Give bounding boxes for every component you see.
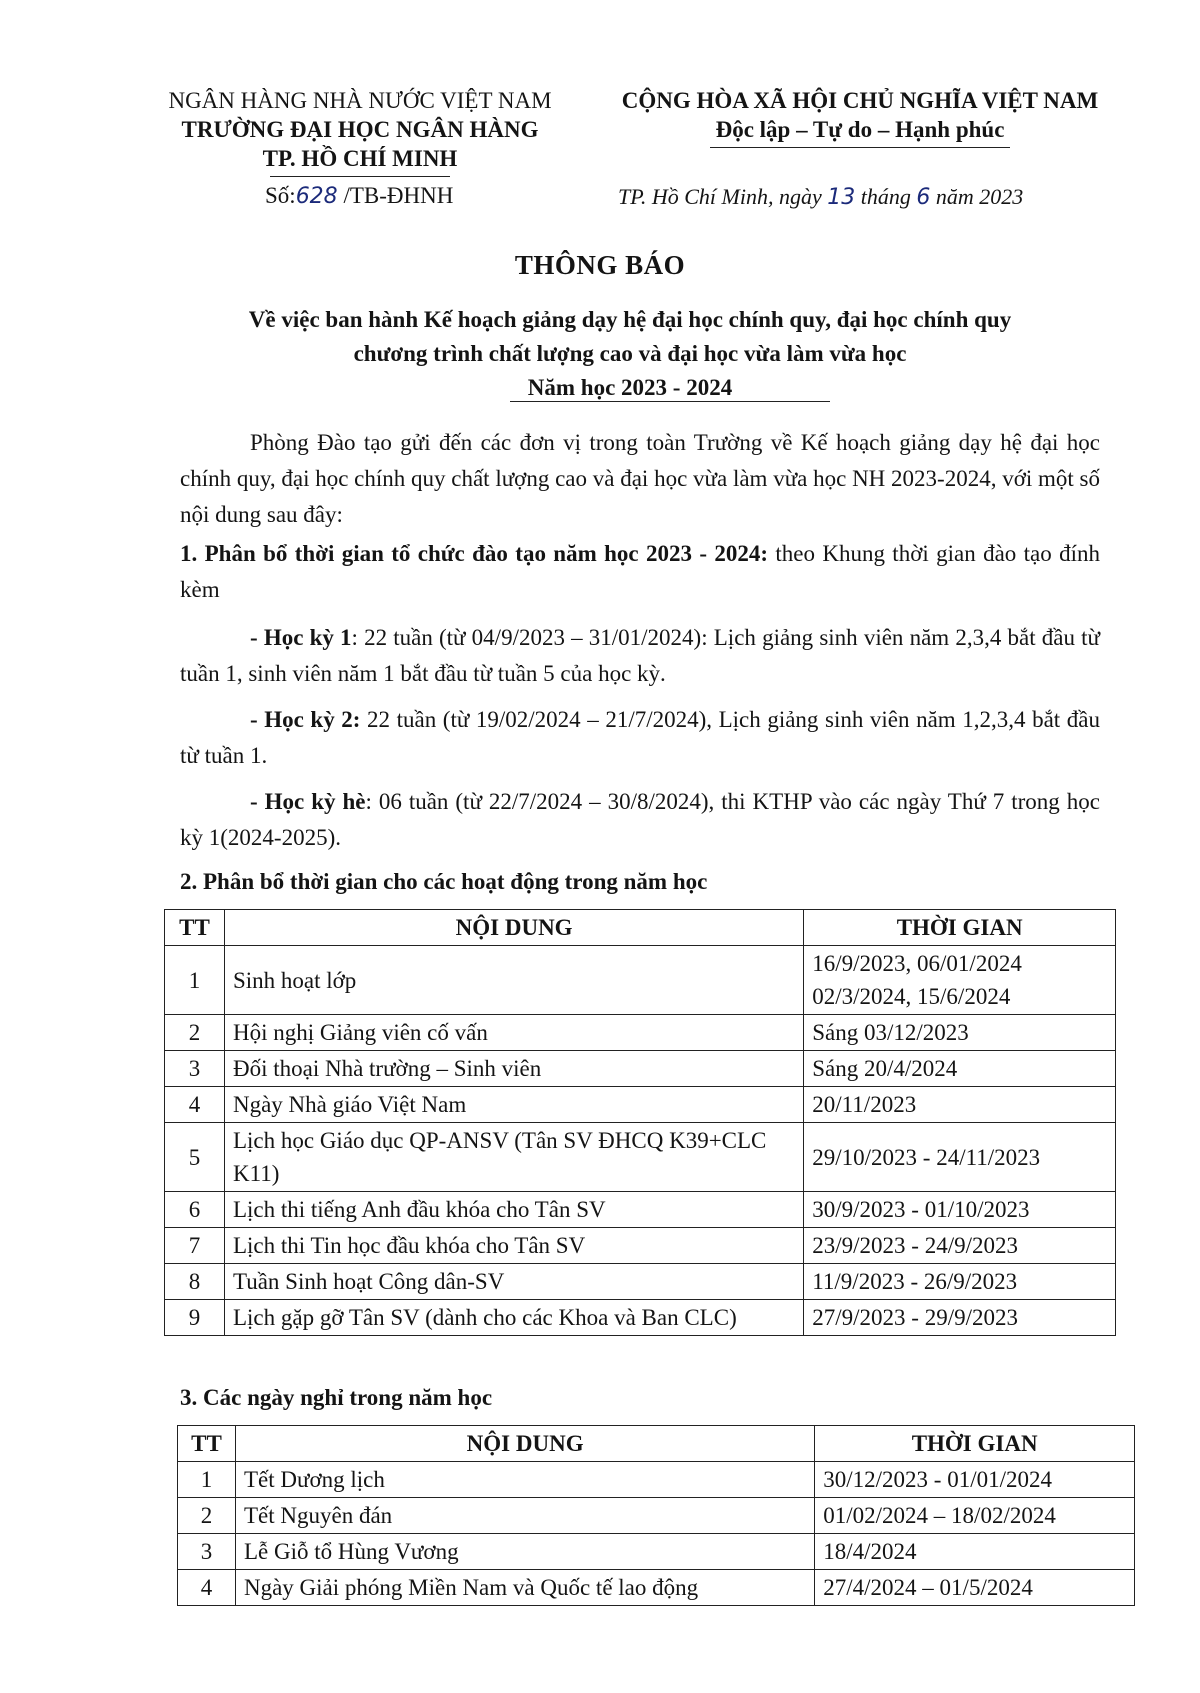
row-content: Lịch học Giáo dục QP-ANSV (Tân SV ĐHCQ K39+CLC K11) bbox=[224, 1123, 803, 1192]
doc-number-suffix: /TB-ĐHNH bbox=[337, 183, 454, 208]
holidays-header-row bbox=[178, 1426, 1135, 1462]
row-number: 4 bbox=[165, 1087, 225, 1123]
row-content: Sinh hoạt lớp bbox=[224, 946, 803, 1015]
summer-semester-text: : 06 tuần (từ 22/7/2024 – 30/8/2024), thi KTHP vào các ngày Thứ 7 trong học kỳ 1(2024-2025). bbox=[180, 789, 1100, 850]
document-subtitle bbox=[170, 303, 1090, 405]
col-header-content: NỘI DUNG bbox=[235, 1426, 814, 1462]
row-time: 16/9/2023, 06/01/2024 02/3/2024, 15/6/2024 bbox=[804, 946, 1116, 1015]
table-row bbox=[165, 1123, 1116, 1192]
row-content: Lịch gặp gỡ Tân SV (dành cho các Khoa và Ban CLC) bbox=[224, 1300, 803, 1336]
date-year: năm 2023 bbox=[930, 184, 1024, 209]
document-title: THÔNG BÁO bbox=[514, 250, 686, 280]
row-number: 2 bbox=[178, 1498, 236, 1534]
holidays-table bbox=[177, 1425, 1135, 1606]
col-header-time: THỜI GIAN bbox=[815, 1426, 1135, 1462]
row-number: 1 bbox=[178, 1462, 236, 1498]
row-number: 5 bbox=[165, 1123, 225, 1192]
table-row bbox=[165, 1192, 1116, 1228]
col-header-time: THỜI GIAN bbox=[804, 910, 1116, 946]
row-number: 8 bbox=[165, 1264, 225, 1300]
table-row bbox=[178, 1462, 1135, 1498]
date-month: 6 bbox=[916, 185, 931, 210]
row-content: Tết Dương lịch bbox=[235, 1462, 814, 1498]
issuer-line-1: NGÂN HÀNG NHÀ NƯỚC VIỆT NAM bbox=[168, 88, 552, 113]
date-place: TP. Hồ Chí Minh, ngày bbox=[618, 184, 828, 209]
date-line bbox=[618, 184, 1023, 210]
semester-2-label: - Học kỳ 2: bbox=[250, 707, 361, 732]
row-time: Sáng 20/4/2024 bbox=[804, 1051, 1116, 1087]
subtitle-line-1: Về việc ban hành Kế hoạch giảng dạy hệ đại học chính quy, đại học chính quy bbox=[248, 307, 1012, 332]
semester-2-paragraph bbox=[180, 702, 1100, 774]
motto-underline bbox=[710, 147, 1010, 148]
row-content: Lịch thi tiếng Anh đầu khóa cho Tân SV bbox=[224, 1192, 803, 1228]
table-row bbox=[178, 1498, 1135, 1534]
doc-number-prefix: Số: bbox=[265, 183, 296, 208]
row-time: 30/9/2023 - 01/10/2023 bbox=[804, 1192, 1116, 1228]
row-time: Sáng 03/12/2023 bbox=[804, 1015, 1116, 1051]
table-row bbox=[165, 1087, 1116, 1123]
col-header-tt: TT bbox=[165, 910, 225, 946]
row-content: Ngày Giải phóng Miền Nam và Quốc tế lao động bbox=[235, 1570, 814, 1606]
table-row bbox=[165, 1300, 1116, 1336]
row-time: 27/4/2024 – 01/5/2024 bbox=[815, 1570, 1135, 1606]
national-line-1: CỘNG HÒA XÃ HỘI CHỦ NGHĨA VIỆT NAM bbox=[621, 88, 1099, 113]
row-time: 11/9/2023 - 26/9/2023 bbox=[804, 1264, 1116, 1300]
date-month-label: tháng bbox=[855, 184, 917, 209]
national-motto: Độc lập – Tự do – Hạnh phúc bbox=[715, 117, 1005, 142]
row-content: Lịch thi Tin học đầu khóa cho Tân SV bbox=[224, 1228, 803, 1264]
row-content: Đối thoại Nhà trường – Sinh viên bbox=[224, 1051, 803, 1087]
row-number: 4 bbox=[178, 1570, 236, 1606]
row-number: 7 bbox=[165, 1228, 225, 1264]
row-content: Lễ Giỗ tổ Hùng Vương bbox=[235, 1534, 814, 1570]
section-1-heading-rest: theo Khung thời gian đào tạo đính kèm bbox=[180, 541, 1100, 602]
issuer-underline bbox=[270, 176, 450, 177]
subtitle-line-2: chương trình chất lượng cao và đại học vừa làm vừa học bbox=[353, 341, 907, 366]
col-header-tt: TT bbox=[178, 1426, 236, 1462]
row-time: 23/9/2023 - 24/9/2023 bbox=[804, 1228, 1116, 1264]
semester-1-text: : 22 tuần (từ 04/9/2023 – 31/01/2024): Lịch giảng sinh viên năm 2,3,4 bắt đầu từ tuần 1, sinh viên năm 1 bắt đầu từ tuần 5 của học kỳ. bbox=[180, 625, 1100, 686]
issuer-line-2: TRƯỜNG ĐẠI HỌC NGÂN HÀNG bbox=[181, 117, 539, 142]
table-row bbox=[178, 1534, 1135, 1570]
semester-1-paragraph bbox=[180, 620, 1100, 692]
row-content: Tuần Sinh hoạt Công dân-SV bbox=[224, 1264, 803, 1300]
row-time: 30/12/2023 - 01/01/2024 bbox=[815, 1462, 1135, 1498]
semester-2-text: 22 tuần (từ 19/02/2024 – 21/7/2024), Lịch giảng sinh viên năm 1,2,3,4 bắt đầu từ tuần 1. bbox=[180, 707, 1100, 768]
document-number bbox=[265, 183, 453, 209]
row-time: 27/9/2023 - 29/9/2023 bbox=[804, 1300, 1116, 1336]
table-row bbox=[165, 946, 1116, 1015]
activities-header-row bbox=[165, 910, 1116, 946]
issuer-header bbox=[150, 86, 570, 177]
semester-1-label: - Học kỳ 1 bbox=[250, 625, 352, 650]
row-content: Ngày Nhà giáo Việt Nam bbox=[224, 1087, 803, 1123]
row-content: Tết Nguyên đán bbox=[235, 1498, 814, 1534]
section-1-heading: 1. Phân bổ thời gian tổ chức đào tạo năm học 2023 - 2024: bbox=[180, 541, 769, 566]
activities-table bbox=[164, 909, 1116, 1336]
row-number: 3 bbox=[165, 1051, 225, 1087]
section-2-heading: 2. Phân bổ thời gian cho các hoạt động trong năm học bbox=[180, 869, 708, 894]
col-header-content: NỘI DUNG bbox=[224, 910, 803, 946]
row-time: 29/10/2023 - 24/11/2023 bbox=[804, 1123, 1116, 1192]
intro-paragraph: Phòng Đào tạo gửi đến các đơn vị trong toàn Trường về Kế hoạch giảng dạy hệ đại học chính quy, đại học chính quy chất lượng cao và đại học vừa làm vừa học NH 2023-2024, với một số nội dung sau đây: bbox=[180, 430, 1100, 527]
summer-semester-paragraph bbox=[180, 784, 1100, 856]
section-1 bbox=[180, 536, 1100, 608]
row-number: 1 bbox=[165, 946, 225, 1015]
row-number: 6 bbox=[165, 1192, 225, 1228]
table-row bbox=[165, 1228, 1116, 1264]
row-time: 18/4/2024 bbox=[815, 1534, 1135, 1570]
row-number: 3 bbox=[178, 1534, 236, 1570]
summer-semester-label: - Học kỳ hè bbox=[250, 789, 366, 814]
date-day: 13 bbox=[827, 185, 856, 210]
row-number: 2 bbox=[165, 1015, 225, 1051]
table-row bbox=[178, 1570, 1135, 1606]
row-time: 20/11/2023 bbox=[804, 1087, 1116, 1123]
row-time: 01/02/2024 – 18/02/2024 bbox=[815, 1498, 1135, 1534]
row-content: Hội nghị Giảng viên cố vấn bbox=[224, 1015, 803, 1051]
section-3-heading: 3. Các ngày nghỉ trong năm học bbox=[180, 1385, 493, 1410]
doc-number-value: 628 bbox=[295, 184, 338, 209]
subtitle-line-3: Năm học 2023 - 2024 bbox=[527, 375, 733, 400]
row-number: 9 bbox=[165, 1300, 225, 1336]
table-row bbox=[165, 1264, 1116, 1300]
national-header bbox=[600, 86, 1120, 148]
table-row bbox=[165, 1051, 1116, 1087]
issuer-line-3: TP. HỒ CHÍ MINH bbox=[262, 146, 458, 171]
subtitle-underline bbox=[510, 401, 830, 402]
table-row bbox=[165, 1015, 1116, 1051]
